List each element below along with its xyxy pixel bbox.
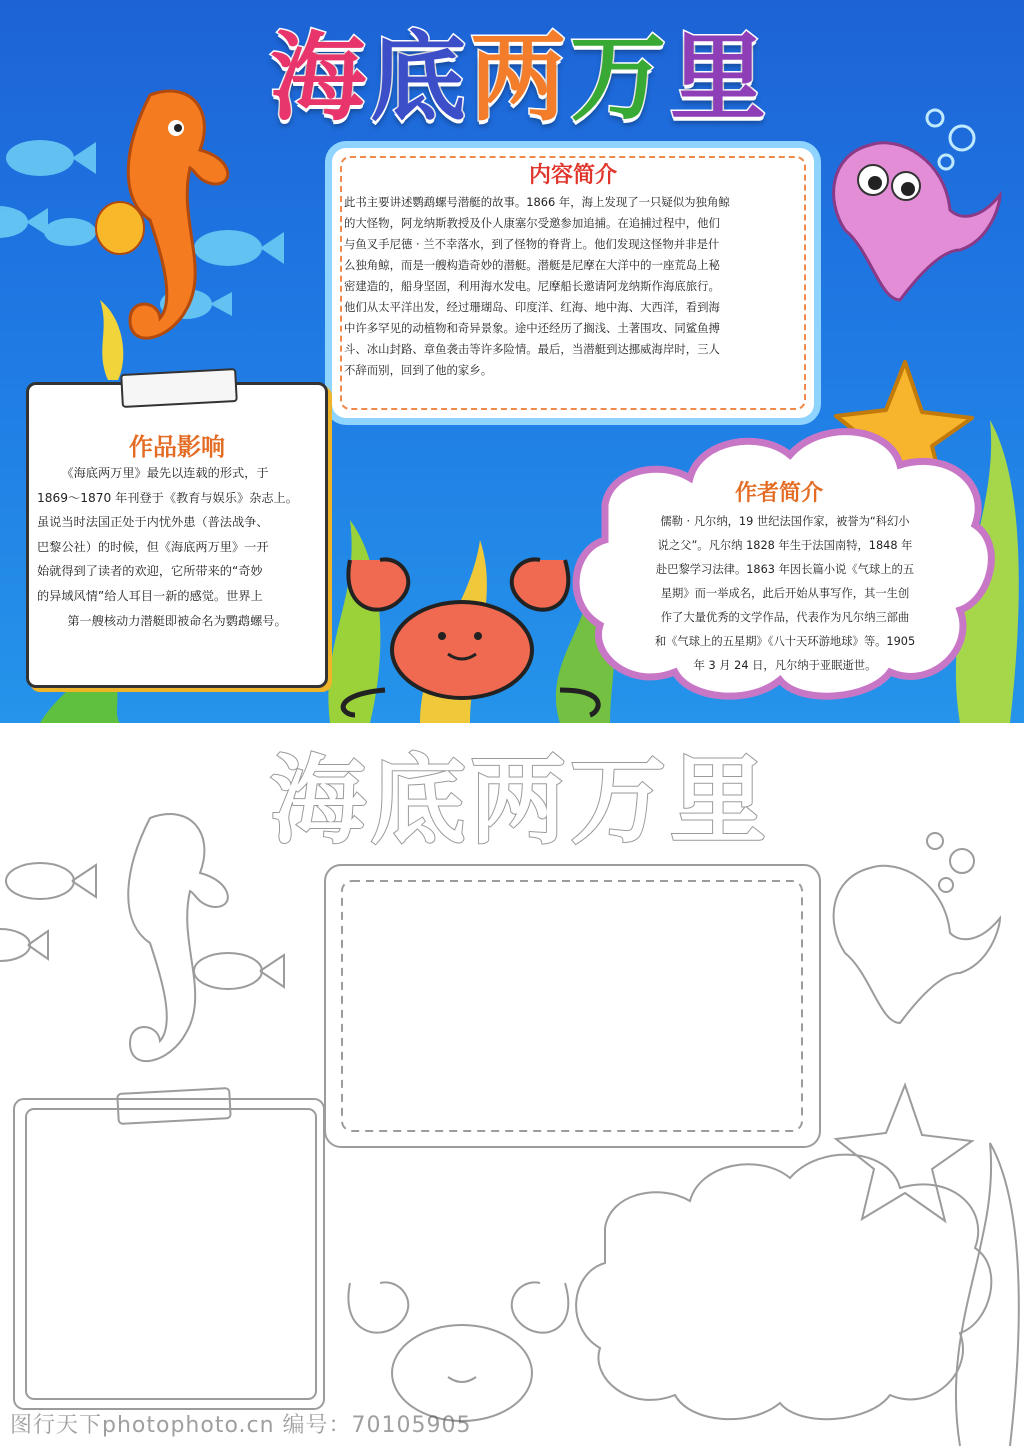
text-line: 第一艘核动力潜艇即被命名为鹦鹉螺号。: [67, 613, 287, 628]
text-line: 么独角鲸，而是一艘构造奇妙的潜艇。潜艇是尼摩在大洋中的一座荒岛上秘: [344, 258, 720, 272]
impact-card-outline: [14, 1099, 324, 1409]
title-char: 万: [570, 745, 666, 857]
work-impact-title: 作品影响: [129, 433, 225, 461]
content-summary-title: 内容简介: [528, 163, 617, 188]
content-box-dashed-outline: [342, 881, 802, 1131]
cloud-outline: [576, 1155, 991, 1420]
poster-title: [228, 18, 808, 138]
text-line: 巴黎公社）的时候，但《海底两万里》一开: [37, 539, 269, 554]
work-impact-text: [37, 461, 317, 633]
title-char: 底: [370, 745, 466, 857]
content-summary-box: [332, 148, 814, 418]
seahorse-outline-icon: [128, 814, 228, 1061]
impact-card-inner-outline: [26, 1109, 316, 1399]
text-line: 他们从太平洋出发，经过珊瑚岛、印度洋、红海、地中海、大西洋，看到海: [344, 300, 720, 314]
title-char: 万: [570, 22, 666, 134]
text-line: 的大怪物，阿龙纳斯教授及仆人康塞尔受邀参加追捕。在追捕过程中，他们: [344, 216, 720, 230]
fish-outline-icon: [0, 863, 284, 989]
text-line: 和《气球上的五星期》《八十天环游地球》等。1905: [654, 635, 916, 648]
title-char: 海: [270, 22, 366, 134]
text-line: 始就得到了读者的欢迎，它所带来的“奇妙: [37, 564, 263, 579]
starfish-outline-icon: [836, 1085, 972, 1221]
tape-outline: [117, 1088, 230, 1124]
text-line: 不辞而别，回到了他的家乡。: [344, 363, 493, 377]
text-line: 此书主要讲述鹦鹉螺号潜艇的故事。1866 年，海上发现了一只疑似为独角鲸: [344, 195, 730, 209]
text-line: 年 3 月 24 日，凡尔纳于亚眠逝世。: [693, 659, 877, 672]
text-line: 儒勒 · 凡尔纳，19 世纪法国作家，被誉为“科幻小: [660, 515, 910, 528]
lineart-template: [0, 723, 1024, 1448]
work-impact-card: [26, 382, 328, 688]
text-line: 赴巴黎学习法律。1863 年因长篇小说《气球上的五: [655, 563, 915, 576]
title-char: 里: [670, 22, 766, 134]
title-char: 底: [370, 22, 466, 134]
crab-outline-icon: [348, 1282, 568, 1421]
text-line: 密建造的，船身坚固，利用海水发电。尼摩船长邀请阿龙纳斯作海底旅行。: [344, 279, 720, 293]
text-line: 的异域风情”给人耳目一新的感觉。世界上: [37, 588, 263, 603]
title-char: 海: [270, 745, 366, 857]
colored-poster: [0, 0, 1024, 723]
bubbles-icon: [927, 110, 974, 169]
bubbles-outline-icon: [927, 833, 974, 892]
tape-decoration: [120, 368, 238, 408]
text-line: 《海底两万里》最先以连载的形式，于: [61, 466, 269, 480]
octopus-icon: [834, 143, 1000, 300]
octopus-outline-icon: [834, 866, 1000, 1023]
text-line: 虽说当时法国正处于内忧外患（普法战争、: [37, 515, 269, 530]
title-char: 两: [470, 22, 566, 134]
seaweed-outline-icon: [956, 1143, 1019, 1446]
text-line: 斗、冰山封路、章鱼袭击等许多险情。最后，当潜艇到达挪威海岸时，三人: [344, 342, 720, 356]
content-box-outline: [325, 865, 820, 1147]
title-char: 两: [470, 745, 566, 857]
title-char: 里: [670, 745, 766, 857]
text-line: 1869～1870 年刊登于《教育与娱乐》杂志上。: [37, 490, 298, 505]
text-line: 与鱼叉手尼德 · 兰不幸落水，到了怪物的脊背上。他们发现这怪物并非是什: [344, 237, 720, 251]
text-line: 星期》而一举成名，此后开始从事写作，其一生创: [660, 587, 910, 600]
text-line: 说之父”。凡尔纳 1828 年生于法国南特，1848 年: [657, 539, 913, 552]
content-summary-text: [344, 192, 804, 381]
text-line: 作了大量优秀的文学作品，代表作为凡尔纳三部曲: [660, 611, 910, 624]
poster-title-outline: [228, 741, 808, 861]
text-line: 中许多罕见的动植物和奇异景象。途中还经历了搁浅、土著围攻、同鲨鱼搏: [344, 321, 720, 335]
author-intro-title: 作者简介: [735, 481, 824, 506]
watermark: 图行天下photophoto.cn 编号：70105905: [10, 1413, 472, 1438]
author-intro-text: [635, 510, 935, 678]
